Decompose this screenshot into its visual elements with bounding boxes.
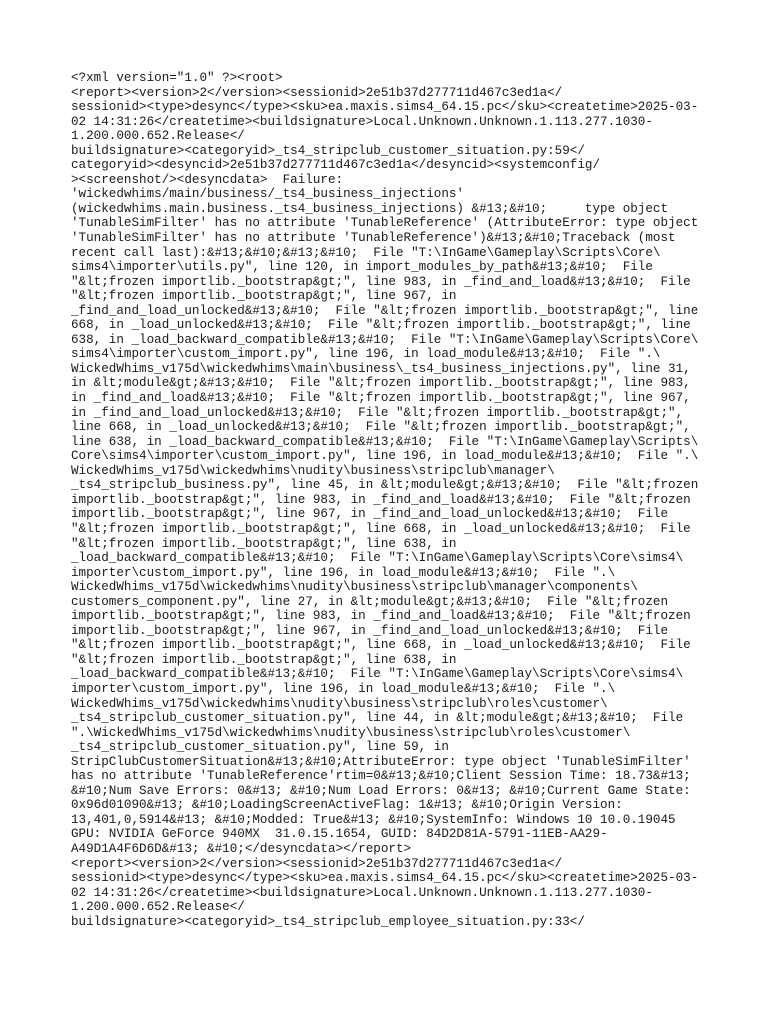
document-line: customers_component.py", line 27, in &lt;module&gt;&#13;&#10; File "&lt;frozen [71, 594, 669, 609]
document-line: recent call last):&#13;&#10;&#13;&#10; File "T:\InGame\Gameplay\Scripts\Core\ [71, 245, 661, 260]
document-line: 13,401,0,5914&#13; &#10;Modded: True&#13; &#10;SystemInfo: Windows 10 10.0.19045 [71, 812, 676, 827]
document-line: importlib._bootstrap&gt;", line 967, in _find_and_load_unlocked&#13;&#10; File [71, 623, 669, 638]
document-line: line 668, in _load_unlocked&#13;&#10; File "&lt;frozen importlib._bootstrap&gt;", [71, 420, 691, 435]
document-line: sims4\importer\utils.py", line 120, in import_modules_by_path&#13;&#10; File [71, 260, 653, 275]
document-line: <?xml version="1.0" ?><root> [71, 71, 283, 85]
document-line: WickedWhims_v175d\wickedwhims\main\business\_ts4_business_injections.py", line 31, [71, 361, 691, 376]
document-line: 668, in _load_unlocked&#13;&#10; File "&lt;frozen importlib._bootstrap&gt;", line [71, 318, 691, 333]
document-line: 1.200.000.652.Release</ [71, 129, 245, 144]
document-line: sessionid><type>desync</type><sku>ea.maxis.sims4_64.15.pc</sku><createtime>2025-03- [71, 100, 699, 115]
document-line: 638, in _load_backward_compatible&#13;&#10; File "T:\InGame\Gameplay\Scripts\Core\ [71, 332, 699, 347]
document-line: 'wickedwhims/main/business/_ts4_business_injections' [71, 187, 464, 202]
document-line: "&lt;frozen importlib._bootstrap&gt;", line 967, in [71, 289, 457, 304]
document-line: GPU: NVIDIA GeForce 940MX 31.0.15.1654, GUID: 84D2D81A-5791-11EB-AA29- [71, 827, 608, 842]
document-line: sims4\importer\custom_import.py", line 196, in load_module&#13;&#10; File ".\ [71, 347, 661, 362]
document-line: ".\WickedWhims_v175d\wickedwhims\nudity\business\stripclub\roles\customer\ [71, 725, 631, 740]
document-line: 'TunableSimFilter' has no attribute 'TunableReference' (AttributeError: type object [71, 216, 699, 231]
document-line: <report><version>2</version><sessionid>2e51b37d277711d467c3ed1a</ [71, 856, 563, 871]
document-line: WickedWhims_v175d\wickedwhims\nudity\business\stripclub\roles\customer\ [71, 696, 608, 711]
document-line: _load_backward_compatible&#13;&#10; File "T:\InGame\Gameplay\Scripts\Core\sims4\ [71, 551, 684, 566]
document-line: A49D1A4F6D6D&#13; &#10;</desyncdata></report> [71, 841, 412, 856]
document-line: importer\custom_import.py", line 196, in load_module&#13;&#10; File ".\ [71, 681, 616, 696]
document-line: importer\custom_import.py", line 196, in load_module&#13;&#10; File ".\ [71, 565, 616, 580]
document-line: sessionid><type>desync</type><sku>ea.maxis.sims4_64.15.pc</sku><createtime>2025-03- [71, 871, 699, 886]
document-line: in &lt;module&gt;&#13;&#10; File "&lt;frozen importlib._bootstrap&gt;", line 983, [71, 376, 691, 391]
document-line: buildsignature><categoryid>_ts4_stripclub_employee_situation.py:33</ [71, 914, 585, 929]
document-line: _ts4_stripclub_customer_situation.py", line 44, in &lt;module&gt;&#13;&#10; File [71, 711, 684, 726]
document-line: StripClubCustomerSituation&#13;&#10;AttributeError: type object 'TunableSimFilter' [71, 754, 691, 769]
document-line: WickedWhims_v175d\wickedwhims\nudity\business\stripclub\manager\components\ [71, 580, 638, 595]
document-line: (wickedwhims.main.business._ts4_business_injections) &#13;&#10; type object [71, 201, 669, 216]
document-line: 0x96d01090&#13; &#10;LoadingScreenActiveFlag: 1&#13; &#10;Origin Version: [71, 798, 623, 813]
document-line: 'TunableSimFilter' has no attribute 'TunableReference')&#13;&#10;Traceback (most [71, 231, 676, 246]
document-line: _ts4_stripclub_customer_situation.py", line 59, in [71, 740, 449, 755]
document-line: "&lt;frozen importlib._bootstrap&gt;", line 983, in _find_and_load&#13;&#10; File [71, 274, 691, 289]
document-line: "&lt;frozen importlib._bootstrap&gt;", line 668, in _load_unlocked&#13;&#10; File [71, 638, 691, 653]
document-line: categoryid><desyncid>2e51b37d277711d467c3ed1a</desyncid><systemconfig/ [71, 158, 601, 173]
document-line: in _find_and_load&#13;&#10; File "&lt;frozen importlib._bootstrap&gt;", line 967, [71, 391, 691, 406]
document-line: <report><version>2</version><sessionid>2e51b37d277711d467c3ed1a</ [71, 85, 563, 100]
document-line: _find_and_load_unlocked&#13;&#10; File "&lt;frozen importlib._bootstrap&gt;", line [71, 303, 699, 318]
document-line: ><screenshot/><desyncdata> Failure: [71, 172, 344, 187]
document-line: "&lt;frozen importlib._bootstrap&gt;", line 638, in [71, 652, 457, 667]
document-line: "&lt;frozen importlib._bootstrap&gt;", line 668, in _load_unlocked&#13;&#10; File [71, 521, 691, 536]
document-line: 1.200.000.652.Release</ [71, 900, 245, 915]
document-line: 02 14:31:26</createtime><buildsignature>Local.Unknown.Unknown.1.113.277.1030- [71, 885, 653, 900]
document-line: line 638, in _load_backward_compatible&#13;&#10; File "T:\InGame\Gameplay\Scripts\ [71, 434, 699, 449]
document-line: importlib._bootstrap&gt;", line 983, in _find_and_load&#13;&#10; File "&lt;frozen [71, 609, 691, 624]
document-line: importlib._bootstrap&gt;", line 967, in _find_and_load_unlocked&#13;&#10; File [71, 507, 669, 522]
document-line: _load_backward_compatible&#13;&#10; File "T:\InGame\Gameplay\Scripts\Core\sims4\ [71, 667, 684, 682]
document-line: Core\sims4\importer\custom_import.py", line 196, in load_module&#13;&#10; File ".\ [71, 449, 699, 464]
document-line: _ts4_stripclub_business.py", line 45, in &lt;module&gt;&#13;&#10; File "&lt;frozen [71, 478, 699, 493]
document-line: WickedWhims_v175d\wickedwhims\nudity\business\stripclub\manager\ [71, 463, 555, 478]
document-line: has no attribute 'TunableReference'rtim=0&#13;&#10;Client Session Time: 18.73&#13; [71, 769, 691, 784]
document-text [71, 71, 701, 929]
document-line: &#10;Num Save Errors: 0&#13; &#10;Num Load Errors: 0&#13; &#10;Current Game State: [71, 783, 691, 798]
document-line: "&lt;frozen importlib._bootstrap&gt;", line 638, in [71, 536, 457, 551]
document-line: 02 14:31:26</createtime><buildsignature>Local.Unknown.Unknown.1.113.277.1030- [71, 114, 653, 129]
document-line: in _find_and_load_unlocked&#13;&#10; File "&lt;frozen importlib._bootstrap&gt;", [71, 405, 684, 420]
document-line: buildsignature><categoryid>_ts4_stripclub_customer_situation.py:59</ [71, 143, 585, 158]
document-line: importlib._bootstrap&gt;", line 983, in _find_and_load&#13;&#10; File "&lt;frozen [71, 492, 691, 507]
